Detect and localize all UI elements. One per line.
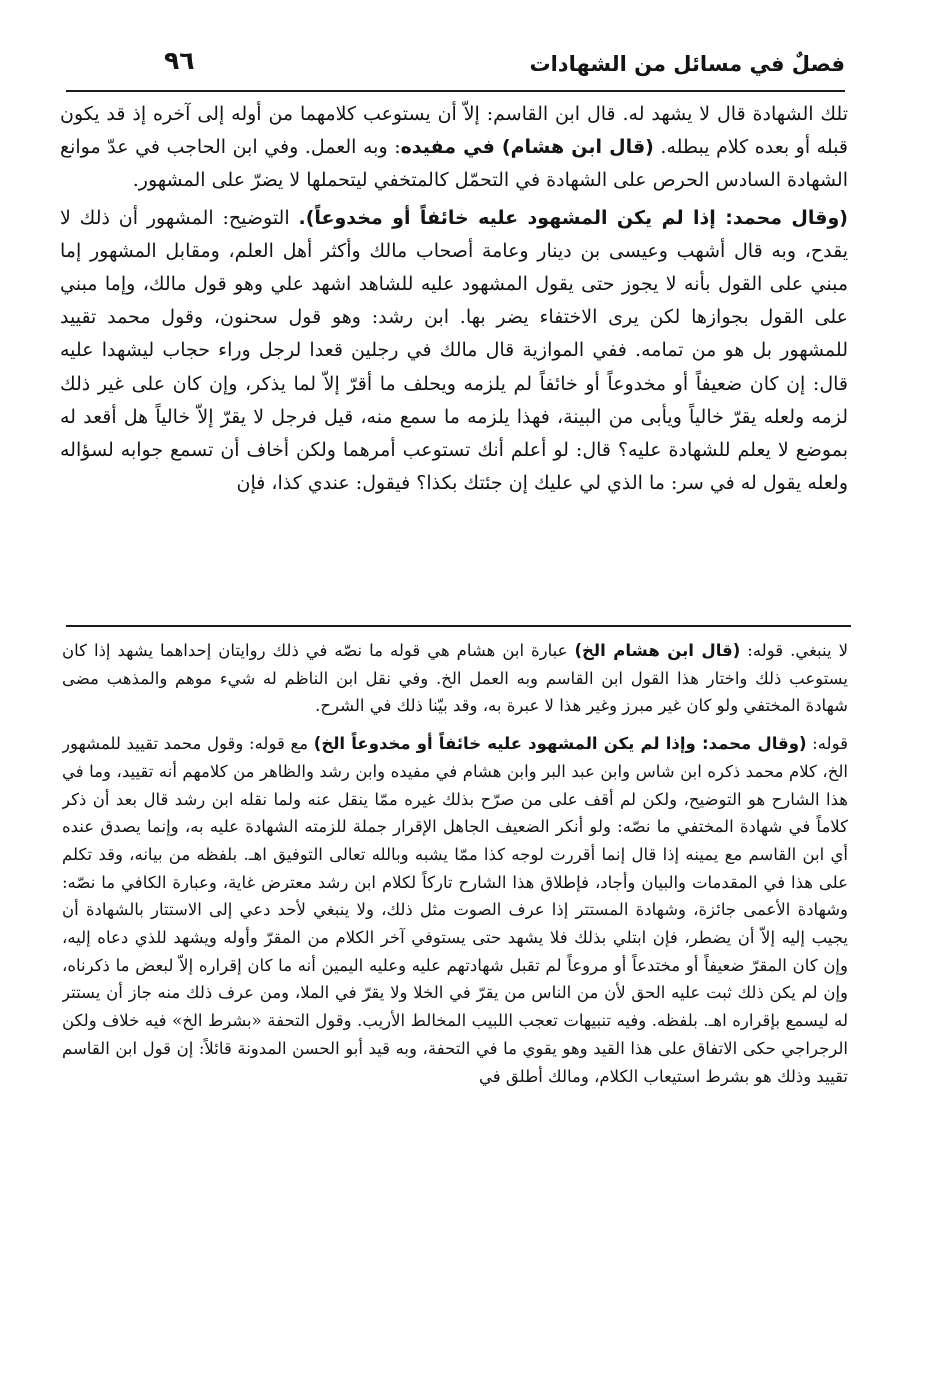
footnote-2-text: مع قوله: وقول محمد تقييد للمشهور الخ، كلام محمد ذكره ابن شاس وابن عبد البر وابن هشام في مفيده وابن رشد والظاهر من كلامهم أنه تقييد، وما في هذا الشارح هو التوضيح، ولكن لم أقف على من صرّح بذلك غيره ممّا ينقل عنه ولما نقله ابن رشد قال بعد أن ذكر كلاماً في شهادة المختفي ما نصّه: ولو أنكر الضعيف الجاهل الإقرار جملة للزمته الشهادة عليه به، وإنما يصدق عنده أي ابن القاسم مع يمينه إذا قال إنما أقررت لوجه كذا ممّا يشبه وبالله تعالى التوفيق اهـ. بلفظه من بيانه، وقد تكلم على هذا في المقدمات والبيان وأجاد، فإطلاق هذا الشارح تاركاً لكلام ابن رشد معترض غاية، وعبارة الكافي ما نصّه: وشهادة الأعمى جائزة، وشهادة المستتر إذا عرف الصوت مثل ذلك، ولا ينبغي لأحد دعي إلى الاستتار بالشهادة أن يجيب إليه إلاّ أن يضطر، فإن ابتلي بذلك فلا يشهد حتى يستوفي آخر الكلام من المقرّ وأوله ويشهد للذي دعاه إليه، وإن كان المقرّ ضعيفاً أو مختدعاً أو مروعاً لم تقبل شهادتهم عليه وعليه اليمين أنه ما كان إقراره إلاّ لبعض ما ذكرناه، وإن لم يكن ذلك ثبت عليه الحق لأن من الناس من يقرّ في الخلا ولا يقرّ في الملا، ومن عرف ذلك منه جاز أن يستتر له ليسمع بإقراره اهـ. بلفظه. وفيه تنبيهات تعجب اللبيب المخالط الأريب. وقول التحفة «بشرط الخ» فيه خلاف ولكن الرجراجي حكى الاتفاق على هذا القيد وهو يقوي ما في التحفة، وبه قيد أبو الحسن المدونة قائلاً: إن قول ابن القاسم تقييد وذلك هو بشرط استيعاب الكلام، ومالك أطلق في [62,734,848,1086]
footnote-1-start: لا ينبغي. قوله: [747,641,848,660]
footnote-1-bold: (قال ابن هشام الخ) [574,641,741,660]
main-text [60,98,848,608]
main-paragraph-2-text: التوضيح: المشهور أن ذلك لا يقدح، وبه قال أشهب وعيسى بن دينار وعامة أصحاب مالك وأكثر أهل العلم، ومقابل المشهور إما مبني على القول بأنه لا يجوز حتى يقول المشهود عليه للشاهد اشهد علي وهو قول مالك، وإما مبني على القول بجوازها لكن يرى الاختفاء يضر بها. ابن رشد: وهو قول سحنون، وقول محمد تقييد للمشهور بل هو من تمامه. ففي الموازية قال مالك في رجلين قعدا لرجل وراء حجاب ليشهدا عليه قال: إن كان ضعيفاً أو مخدوعاً أو خائفاً لم يلزمه ويحلف ما أقرّ إلاّ لما يذكر، وإن كان على غير ذلك لزمه ولعله يقرّ خالياً ويأبى من البينة، فهذا يلزمه ما سمع منه، قيل فرجل لا يقرّ إلاّ خالياً هل أقعد له بموضع لا يعلم للشهادة عليه؟ قال: لو أعلم أنك تستوعب أمرهما ولكن أخاف أن تسمع جوابه لسؤاله ولعله يقول له في سر: ما الذي لي عليك إن جئتك بكذا؟ فيقول: عندي كذا، فإن [60,206,848,495]
footnote-1 [62,637,848,720]
footnote-divider [66,625,851,627]
footnote-2-bold: (وقال محمد: وإذا لم يكن المشهود عليه خائفاً أو مخدوعاً الخ) [313,734,807,754]
running-title: فصلٌ في مسائل من الشهادات [529,52,845,76]
main-paragraph-1 [60,98,848,198]
main-paragraph-1-bold: (قال ابن هشام) في مفيده [400,136,654,159]
main-paragraph-1-text: تلك الشهادة قال لا يشهد له. قال ابن القاسم: إلاّ أن يستوعب كلامهما من أوله إلى آخره إذ قد يكون قبله أو بعده كلام يبطله. [60,103,848,159]
main-paragraph-2 [60,202,848,501]
footnote-2 [62,730,848,1090]
page-number: ٩٦ [164,46,195,75]
page-header [66,46,845,92]
main-paragraph-1-rest: : وبه العمل. وفي ابن الحاجب في عدّ موانع الشهادة السادس الحرص على الشهادة في التحمّل كالمتخفي ليتحملها لا يضرّ على المشهور. [60,136,848,192]
footnote-1-text: عبارة ابن هشام هي قوله ما نصّه في ذلك روايتان إحداهما يشهد إذا كان يستوعب ذلك واختار هذا القول ابن القاسم وبه العمل الخ. وفي نقل ابن الناظم له شيء موهم والمذهب مضى شهادة المختفي ولو كان غير مبرز وغير هذا لا عبرة به، وقد بيّنا ذلك في الشرح. [62,641,848,716]
footnote-2-start: قوله: [812,734,848,754]
footnotes [62,637,848,1302]
main-paragraph-2-bold: (وقال محمد: إذا لم يكن المشهود عليه خائفاً أو مخدوعاً). [298,206,848,229]
